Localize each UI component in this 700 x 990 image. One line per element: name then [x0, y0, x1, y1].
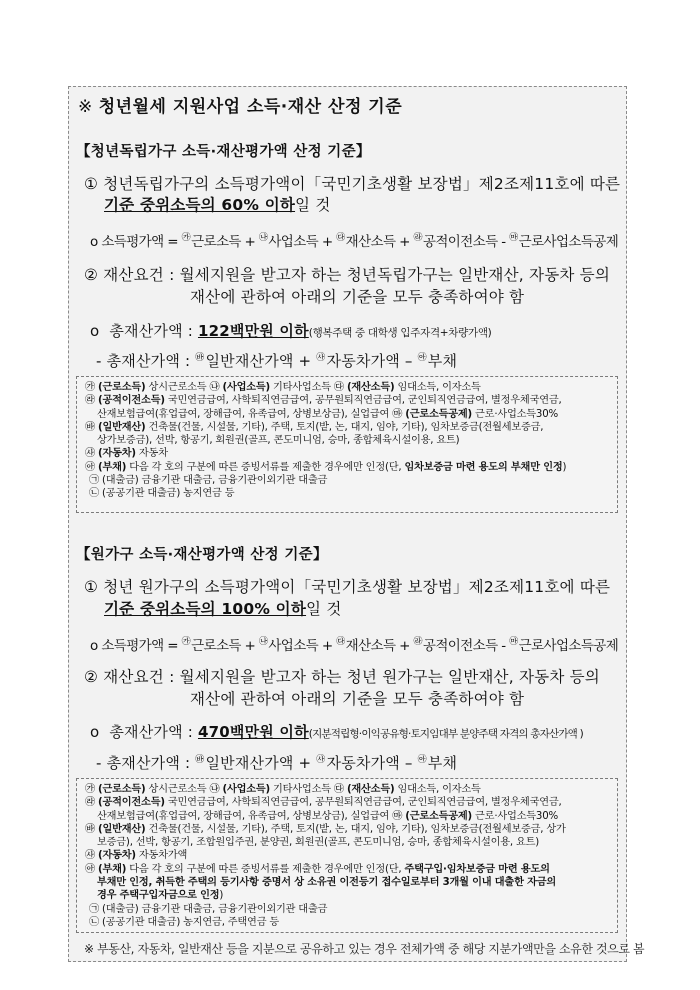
note-text: ㉱: [85, 395, 99, 407]
note-text: 근로·사업소득30%: [472, 810, 558, 822]
circled-number-2: ②: [84, 668, 99, 686]
note-text: ㉲: [392, 408, 406, 420]
note-term-bold: (근로소득공제): [405, 810, 472, 822]
note-row: [85, 421, 611, 434]
s2-asset-formula: [96, 752, 457, 773]
section-heading-origin-household: 【원가구 소득·재산평가액 산정 기준】: [76, 547, 328, 563]
s1-asset-line1: 재산요건 : 월세지원을 받고자 하는 청년독립가구는 일반재산, 자동차 등의: [103, 266, 611, 284]
formula-term: 근로사업소득공제: [518, 234, 619, 250]
formula-term: 재산소득: [345, 234, 396, 250]
note-text: ㉳: [85, 823, 99, 835]
note-text: ㉡ (공공기관 대출금) 농지연금 등: [89, 488, 235, 500]
section-heading-independent-household: 【청년독립가구 소득·재산평가액 산정 기준】: [76, 144, 371, 160]
s2-income-line1: 청년 원가구의 소득평가액이「국민기초생활 보장법」제2조제11호에 따른: [103, 578, 611, 596]
circled-marker-icon: ㉰: [336, 637, 345, 647]
formula-term: 근로소득: [191, 234, 241, 250]
note-row: [85, 434, 611, 447]
note-text: ㉯: [209, 382, 223, 393]
s1-asset-line2: 재산에 관하여 아래의 기준을 모두 충족하여야 함: [190, 288, 525, 306]
note-row: [85, 823, 611, 836]
note-row: [85, 836, 611, 849]
formula-term: 공적이전소득: [422, 234, 498, 250]
note-row: [85, 783, 611, 796]
bullet-icon: o: [90, 234, 102, 250]
note-text: ㉮: [85, 784, 99, 795]
circled-marker-icon: ㉲: [509, 637, 518, 647]
note-row: [85, 408, 611, 421]
s2-income-threshold: [104, 597, 342, 619]
note-text: 임대소득, 이자소득: [394, 784, 481, 795]
note-text: ㉠ (대출금) 금융기관 대출금, 금융기관이외기관 대출금: [89, 475, 328, 487]
note-text: 산재보험급여(휴업급여, 장해급여, 유족급여, 상병보상금), 실업급여: [97, 810, 393, 822]
formula-term: 근로사업소득공제: [518, 638, 619, 654]
note-text: ㉯: [209, 784, 223, 795]
s1-income-threshold: [104, 193, 331, 215]
note-row: [85, 903, 611, 916]
formula-label: 소득평가액 =: [101, 234, 182, 250]
note-text: ㉵: [85, 461, 99, 473]
formula-operator: –: [399, 352, 418, 370]
asset-limit-note: (행복주택 중 대학생 입주자격+차량가액): [308, 327, 492, 339]
circled-marker-icon: ㉮: [181, 233, 191, 243]
circled-marker-icon: ㉯: [258, 637, 268, 647]
note-term-bold: 경우 주택구입자금으로 인정: [97, 890, 220, 902]
note-text: 기타사업소득: [269, 382, 334, 393]
title-text: 청년월세 지원사업 소득·재산 산정 기준: [98, 97, 403, 117]
reference-mark-icon: ※: [78, 97, 93, 117]
s2-asset-line2: 재산에 관하여 아래의 기준을 모두 충족하여야 함: [190, 690, 525, 708]
formula-operator: –: [399, 754, 418, 772]
note-row: [85, 916, 611, 929]
asset-limit-value: 122백만원 이하: [197, 322, 309, 340]
s1-income-threshold-emph: 기준 중위소득의 60% 이하: [104, 196, 296, 214]
s1-asset-requirement: [84, 263, 610, 285]
note-text: 다음 각 호의 구분에 따른 증빙서류를 제출한 경우에만 인정(단,: [126, 461, 405, 473]
circled-marker-icon: ㉲: [509, 233, 518, 243]
formula-operator: -: [497, 234, 510, 250]
note-term-bold: (부채): [98, 863, 127, 875]
formula-term: 자동차가액: [326, 352, 400, 370]
formula-term: 일반재산가액: [205, 754, 294, 772]
note-text: 상가보증금), 선박, 항공기, 회원권(골프, 콘도미니엄, 승마, 종합체육시설이용, 요트): [97, 435, 460, 447]
s1-definitions-note-box: [76, 376, 618, 513]
s2-definitions-note-box: [76, 778, 618, 933]
s1-income-line1: 청년독립가구의 소득평가액이「국민기초생활 보장법」제2조제11호에 따른: [103, 175, 621, 193]
note-text: ㉴: [85, 850, 99, 862]
s1-asset-formula: [96, 350, 457, 371]
circled-marker-icon: ㉵: [417, 755, 427, 765]
note-text: ㉰: [333, 382, 347, 393]
formula-term: 사업소득: [268, 638, 319, 654]
formula-term: 자동차가액: [326, 754, 400, 772]
note-term-bold: (재산소득): [346, 382, 395, 393]
note-term-bold: (사업소득): [222, 382, 270, 393]
note-term-bold: (부채): [98, 461, 127, 473]
formula-term: 사업소득: [268, 234, 319, 250]
s2-income-criterion: [84, 575, 610, 597]
formula-operator: +: [318, 234, 337, 250]
formula-operator: +: [293, 352, 317, 370]
footnote: ※ 부동산, 자동차, 일반재산 등을 지분으로 공유하고 있는 경우 전체가액 중 해당 지분가액만을 소유한 것으로 봄: [84, 942, 645, 956]
note-text: 국민연금급여, 사학퇴직연금급여, 공무원퇴직연금급여, 군인퇴직연금급여, 별정우체국연금,: [164, 395, 562, 407]
bullet-icon: o: [90, 723, 100, 741]
s2-income-formula: [90, 634, 618, 654]
note-text: ㉵: [85, 863, 99, 875]
s2-asset-limit: [90, 721, 583, 742]
s1-income-criterion: [84, 172, 620, 194]
circled-marker-icon: ㉳: [195, 353, 205, 363]
note-text: ㉰: [333, 784, 347, 795]
document-title: [78, 92, 402, 117]
s1-income-formula: [90, 230, 618, 250]
note-term-bold: 부채만 인정, 취득한 주택의 등기사항 증명서 상 소유권 이전등기 접수일로부터 3개월 이내 대출한 자금의: [97, 877, 556, 889]
note-term-bold: 임차보증금 마련 용도의 부채만 인정: [404, 461, 563, 473]
circled-number-1: ①: [84, 578, 99, 596]
note-row: [85, 876, 611, 889]
formula-term: 부채: [427, 754, 458, 772]
circled-marker-icon: ㉵: [417, 353, 427, 363]
note-row: [85, 474, 611, 487]
note-term-bold: (근로소득공제): [405, 408, 472, 420]
note-text: ㉡ (공공기관 대출금) 농지연금, 주택연금 등: [89, 916, 280, 928]
note-text: 다음 각 호의 구분에 따른 증빙서류를 제출한 경우에만 인정(단,: [126, 863, 405, 875]
note-row: [85, 796, 611, 809]
note-term-bold: (공적이전소득): [98, 395, 165, 407]
formula-operator: +: [240, 234, 259, 250]
note-term-bold: (사업소득): [222, 784, 270, 795]
formula-label: 소득평가액 =: [101, 638, 182, 654]
formula-term: 재산소득: [345, 638, 396, 654]
note-text: ㉳: [85, 421, 99, 433]
note-row: [85, 487, 611, 500]
note-row: [85, 863, 611, 876]
circled-marker-icon: ㉮: [181, 637, 191, 647]
note-text: 보증금), 선박, 항공기, 조합원입주권, 분양권, 회원권(골프, 콘도미니엄, 승마, 종합체육시설이용, 요트): [97, 837, 540, 849]
note-text: ㉱: [85, 797, 99, 809]
note-row: [85, 381, 611, 394]
bullet-icon: o: [90, 322, 100, 340]
note-text: ): [219, 890, 224, 902]
circled-marker-icon: ㉱: [413, 233, 422, 243]
note-text: ㉴: [85, 448, 99, 460]
circled-marker-icon: ㉴: [316, 353, 326, 363]
formula-operator: +: [240, 638, 259, 654]
note-text: 기타사업소득: [269, 784, 334, 795]
note-term-bold: (재산소득): [346, 784, 395, 795]
s2-income-threshold-tail: 일 것: [306, 600, 342, 618]
formula-term: 부채: [427, 352, 458, 370]
circled-marker-icon: ㉯: [258, 233, 268, 243]
note-text: 자동차가액: [135, 850, 188, 862]
note-row: [85, 447, 611, 460]
note-text: 산재보험급여(휴업급여, 장해급여, 유족급여, 상병보상금), 실업급여: [97, 408, 393, 420]
circled-marker-icon: ㉳: [195, 755, 205, 765]
formula-operator: +: [318, 638, 337, 654]
note-term-bold: (근로소득): [98, 382, 146, 393]
dash-marker: -: [96, 754, 107, 772]
note-term-bold: (일반재산): [98, 421, 146, 433]
s1-income-threshold-tail: 일 것: [295, 196, 331, 214]
note-term-bold: (자동차): [98, 448, 136, 460]
note-term-bold: 주택구입·임차보증금 마련 용도의: [404, 863, 550, 875]
note-text: ㉠ (대출금) 금융기관 대출금, 금융기관이외기관 대출금: [89, 903, 328, 915]
note-text: 상시근로소득: [145, 382, 210, 393]
note-text: 건축물(건물, 시설물, 기타), 주택, 토지(밭, 논, 대지, 임야, 기타), 임차보증금(전월세보증금, 상가: [145, 823, 566, 835]
s2-asset-line1: 재산요건 : 월세지원을 받고자 하는 청년 원가구는 일반재산, 자동차 등의: [103, 668, 600, 686]
circled-marker-icon: ㉱: [413, 637, 422, 647]
note-text: 건축물(건물, 시설물, 기타), 주택, 토지(밭, 논, 대지, 임야, 기타), 임차보증금(전월세보증금,: [145, 421, 544, 433]
note-term-bold: (자동차): [98, 850, 136, 862]
bullet-icon: o: [90, 638, 102, 654]
s1-asset-limit: [90, 320, 491, 341]
note-text: 임대소득, 이자소득: [394, 382, 481, 393]
note-row: [85, 849, 611, 862]
formula-term: 공적이전소득: [422, 638, 498, 654]
note-text: 상시근로소득: [145, 784, 210, 795]
note-row: [85, 461, 611, 474]
dash-marker: -: [96, 352, 107, 370]
note-term-bold: (일반재산): [98, 823, 146, 835]
note-term-bold: (공적이전소득): [98, 797, 165, 809]
note-row: [85, 810, 611, 823]
asset-limit-note: (지분적립형·이익공유형·토지임대부 분양주택 자격의 총자산가액 ): [308, 728, 583, 740]
formula-label: 총재산가액 :: [106, 352, 196, 370]
note-text: ㉲: [392, 810, 406, 822]
asset-limit-label: 총재산가액 :: [109, 723, 194, 741]
note-text: ): [562, 461, 567, 473]
circled-marker-icon: ㉴: [316, 755, 326, 765]
asset-limit-value: 470백만원 이하: [197, 723, 309, 741]
formula-term: 근로소득: [191, 638, 241, 654]
formula-label: 총재산가액 :: [106, 754, 196, 772]
note-text: 국민연금급여, 사학퇴직연금급여, 공무원퇴직연금급여, 군인퇴직연금급여, 별정우체국연금,: [164, 797, 562, 809]
note-row: [85, 889, 611, 902]
circled-number-1: ①: [84, 175, 99, 193]
formula-operator: +: [395, 234, 414, 250]
formula-operator: -: [497, 638, 510, 654]
s2-income-threshold-emph: 기준 중위소득의 100% 이하: [104, 600, 307, 618]
formula-term: 일반재산가액: [205, 352, 294, 370]
circled-number-2: ②: [84, 266, 99, 284]
s2-asset-requirement: [84, 665, 600, 687]
circled-marker-icon: ㉰: [336, 233, 345, 243]
formula-operator: +: [395, 638, 414, 654]
note-text: 근로·사업소득30%: [472, 408, 558, 420]
note-row: [85, 394, 611, 407]
formula-operator: +: [293, 754, 317, 772]
asset-limit-label: 총재산가액 :: [109, 322, 194, 340]
note-text: ㉮: [85, 382, 99, 393]
note-term-bold: (근로소득): [98, 784, 146, 795]
note-text: 자동차: [135, 448, 168, 460]
